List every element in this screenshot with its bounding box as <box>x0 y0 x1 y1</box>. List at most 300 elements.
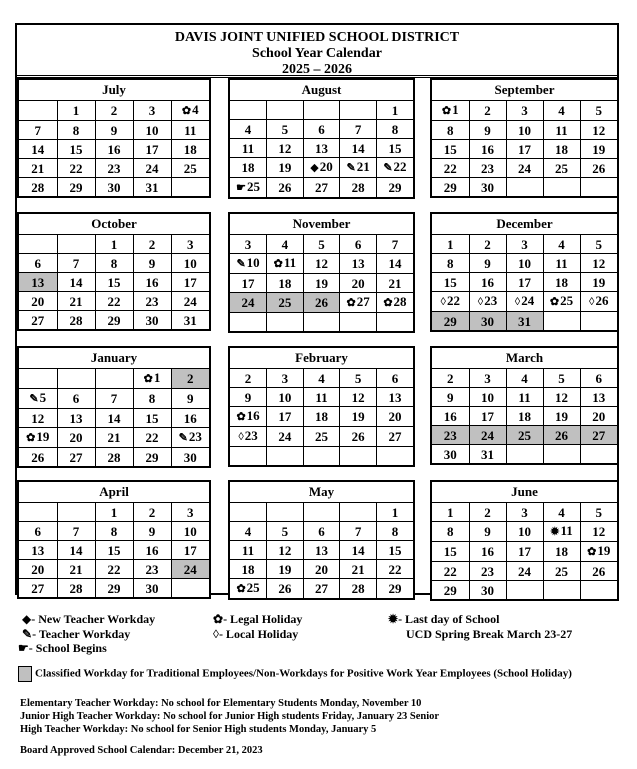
flower-icon: ✿ <box>273 258 283 270</box>
month-april <box>17 480 211 599</box>
day-cell: 6 <box>19 522 57 541</box>
day-cell: 21 <box>57 560 95 579</box>
day-cell: 10 <box>506 254 543 273</box>
day-cell <box>57 235 95 254</box>
day-cell: 26 <box>267 178 304 198</box>
day-cell: 7 <box>340 120 377 139</box>
day-cell: 5 <box>580 101 617 121</box>
day-cell <box>303 101 340 120</box>
starburst-icon: ✹ <box>388 612 399 626</box>
day-cell: 13 <box>303 139 340 158</box>
day-cell: 29 <box>376 178 413 198</box>
day-cell: 30 <box>469 312 506 331</box>
day-cell: 3 <box>506 235 543 254</box>
day-cell: 1 <box>57 101 95 121</box>
day-cell: 11 <box>230 541 267 560</box>
day-cell: ✿4 <box>171 101 209 121</box>
day-cell <box>230 503 267 522</box>
diamond-icon: ◆ <box>310 162 319 174</box>
day-cell: 5 <box>267 120 304 139</box>
month-name: November <box>230 214 413 235</box>
day-cell: 3 <box>171 503 209 522</box>
day-cell: 18 <box>230 560 267 579</box>
day-cell: 27 <box>303 579 340 599</box>
day-cell: 18 <box>303 407 340 427</box>
day-cell: 31 <box>133 178 171 197</box>
day-cell: 20 <box>376 407 413 427</box>
pencil-icon: ✎ <box>178 432 188 444</box>
day-cell: 3 <box>506 101 543 121</box>
day-cell: 20 <box>19 292 57 311</box>
flower-icon: ✿ <box>346 297 356 309</box>
day-cell <box>19 369 57 389</box>
day-cell: 30 <box>133 311 171 330</box>
day-cell: 23 <box>432 426 469 445</box>
day-cell: 25 <box>303 427 340 447</box>
day-cell <box>230 313 267 332</box>
flower-icon: ✿ <box>181 105 192 117</box>
day-cell: 24 <box>133 159 171 178</box>
day-cell: 13 <box>19 541 57 560</box>
day-cell: ✎21 <box>340 158 377 178</box>
hollow-diamond-icon: ◊ <box>440 296 446 308</box>
day-cell: 15 <box>376 139 413 158</box>
day-cell: 11 <box>506 388 543 407</box>
day-cell: 11 <box>543 121 580 140</box>
day-cell: 9 <box>469 254 506 273</box>
day-cell: 6 <box>303 522 340 541</box>
day-cell: 21 <box>19 159 57 178</box>
day-cell: 18 <box>543 542 580 562</box>
day-cell: 23 <box>133 292 171 311</box>
day-cell: 17 <box>230 274 267 293</box>
day-cell: ◊22 <box>432 292 469 312</box>
month-name: July <box>19 80 209 101</box>
day-cell: 12 <box>543 388 580 407</box>
note-junior-high: Junior High Teacher Workday: No school for Junior High students Friday, January 23 Senior <box>20 711 440 722</box>
day-cell: 27 <box>57 448 95 467</box>
day-cell: 5 <box>543 369 580 388</box>
month-name: September <box>432 80 617 101</box>
day-cell: 6 <box>303 120 340 139</box>
day-cell: 13 <box>340 254 377 274</box>
month-september <box>430 78 619 198</box>
day-cell: 16 <box>171 409 209 428</box>
day-cell <box>303 503 340 522</box>
day-cell: ✿25 <box>543 292 580 312</box>
day-cell: 2 <box>95 101 133 121</box>
day-cell <box>230 101 267 120</box>
day-cell: 25 <box>171 159 209 178</box>
day-cell: 23 <box>133 560 171 579</box>
month-october <box>17 212 211 331</box>
day-cell: 1 <box>95 503 133 522</box>
day-cell: 7 <box>95 389 133 409</box>
month-august <box>228 78 415 199</box>
day-cell: 3 <box>171 235 209 254</box>
day-cell: 21 <box>376 274 413 293</box>
day-cell: 29 <box>133 448 171 467</box>
day-cell: 8 <box>57 121 95 140</box>
day-cell: ◊23 <box>469 292 506 312</box>
month-february <box>228 346 415 467</box>
pointing-hand-icon: ☛ <box>236 182 246 194</box>
day-cell: 19 <box>267 560 304 579</box>
district-name: DAVIS JOINT UNIFIED SCHOOL DISTRICT <box>174 30 460 45</box>
day-cell: ✿27 <box>340 293 377 313</box>
day-cell <box>543 312 580 331</box>
month-name: May <box>230 482 413 503</box>
day-cell: 12 <box>267 139 304 158</box>
day-cell: 26 <box>19 448 57 467</box>
day-cell: 27 <box>19 579 57 598</box>
day-cell: 16 <box>432 407 469 426</box>
day-cell: 24 <box>506 159 543 178</box>
day-cell: 19 <box>580 273 617 292</box>
day-cell: 28 <box>57 579 95 598</box>
day-cell: 23 <box>469 562 506 581</box>
day-cell: 10 <box>171 522 209 541</box>
day-cell: 2 <box>469 235 506 254</box>
day-cell: 20 <box>57 428 95 448</box>
day-cell: 3 <box>230 235 267 254</box>
day-cell: 9 <box>469 522 506 542</box>
day-cell: ✿28 <box>376 293 413 313</box>
day-cell: 6 <box>376 369 413 388</box>
day-cell: ◊23 <box>230 427 267 447</box>
month-december <box>430 212 619 332</box>
day-cell <box>376 447 413 466</box>
day-cell <box>340 313 377 332</box>
day-cell: 8 <box>432 522 469 542</box>
day-cell: 24 <box>171 292 209 311</box>
month-march <box>430 346 619 465</box>
day-cell: 6 <box>57 389 95 409</box>
month-may <box>228 480 415 600</box>
day-cell <box>230 447 267 466</box>
day-cell: 15 <box>432 273 469 292</box>
day-cell: 18 <box>171 140 209 159</box>
day-cell: 14 <box>95 409 133 428</box>
day-cell: 24 <box>171 560 209 579</box>
day-cell: 8 <box>95 522 133 541</box>
day-cell: 20 <box>303 560 340 579</box>
day-cell: 22 <box>432 562 469 581</box>
pencil-icon: ✎ <box>236 258 246 270</box>
day-cell: 26 <box>580 562 617 581</box>
flower-icon: ✿ <box>587 546 597 558</box>
day-cell: 25 <box>543 562 580 581</box>
day-cell: ✿19 <box>580 542 617 562</box>
day-cell: 4 <box>506 369 543 388</box>
day-cell: 29 <box>57 178 95 197</box>
day-cell: 30 <box>171 448 209 467</box>
day-cell: 28 <box>340 579 377 599</box>
legend-legal-holiday: ✿- Legal Holiday <box>213 612 303 626</box>
note-senior-high: High Teacher Workday: No school for Senior High students Monday, January 5 <box>20 724 377 735</box>
day-cell: ✿16 <box>230 407 267 427</box>
day-cell: 17 <box>267 407 304 427</box>
day-cell: 3 <box>469 369 506 388</box>
day-cell: 26 <box>543 426 580 445</box>
day-cell: 1 <box>432 503 469 522</box>
month-name: February <box>230 348 413 369</box>
day-cell: 28 <box>19 178 57 197</box>
day-cell: 20 <box>340 274 377 293</box>
day-cell: 17 <box>506 542 543 562</box>
day-cell: ✎22 <box>376 158 413 178</box>
day-cell: 5 <box>267 522 304 541</box>
day-cell: 8 <box>95 254 133 273</box>
day-cell: 9 <box>432 388 469 407</box>
pointing-hand-icon: ☛ <box>18 641 29 655</box>
day-cell <box>267 101 304 120</box>
day-cell: 22 <box>95 560 133 579</box>
day-cell: 13 <box>303 541 340 560</box>
day-cell: 18 <box>230 158 267 178</box>
day-cell: 20 <box>19 560 57 579</box>
day-cell: 4 <box>303 369 340 388</box>
day-cell: 11 <box>171 121 209 140</box>
hollow-diamond-icon: ◊ <box>477 296 484 308</box>
day-cell: 8 <box>376 120 413 139</box>
day-cell: 14 <box>57 273 95 292</box>
day-cell: 23 <box>95 159 133 178</box>
day-cell <box>543 581 580 600</box>
day-cell: 4 <box>267 235 304 254</box>
flower-icon: ✿ <box>143 373 153 385</box>
day-cell: 27 <box>19 311 57 330</box>
day-cell: 2 <box>432 369 469 388</box>
day-cell: 7 <box>57 522 95 541</box>
calendar-header <box>15 23 619 78</box>
day-cell <box>340 503 377 522</box>
month-name: January <box>19 348 209 369</box>
flower-icon: ✿ <box>383 297 393 309</box>
legend-spring-break: UCD Spring Break March 23-27 <box>406 627 573 641</box>
day-cell: 22 <box>432 159 469 178</box>
day-cell: 18 <box>543 140 580 159</box>
hollow-diamond-icon: ◊ <box>238 431 244 443</box>
day-cell <box>506 445 543 464</box>
day-cell: 13 <box>376 388 413 407</box>
day-cell: 15 <box>95 273 133 292</box>
day-cell <box>580 312 617 331</box>
day-cell: 20 <box>580 407 617 426</box>
day-cell: 18 <box>543 273 580 292</box>
day-cell: 29 <box>95 311 133 330</box>
day-cell: 16 <box>469 273 506 292</box>
day-cell: 29 <box>432 178 469 197</box>
day-cell: 14 <box>19 140 57 159</box>
day-cell: 15 <box>376 541 413 560</box>
day-cell: 15 <box>133 409 171 428</box>
day-cell: 5 <box>303 235 340 254</box>
day-cell: 2 <box>469 503 506 522</box>
day-cell <box>506 178 543 197</box>
day-cell: 13 <box>580 388 617 407</box>
day-cell: 5 <box>340 369 377 388</box>
shaded-swatch <box>18 666 32 682</box>
day-cell: 10 <box>506 121 543 140</box>
day-cell: 1 <box>376 503 413 522</box>
day-cell <box>303 313 340 332</box>
day-cell: 2 <box>230 369 267 388</box>
day-cell: 14 <box>376 254 413 274</box>
day-cell: 22 <box>376 560 413 579</box>
day-cell: 1 <box>432 235 469 254</box>
day-cell: 10 <box>506 522 543 542</box>
day-cell: 19 <box>543 407 580 426</box>
day-cell: 29 <box>432 312 469 331</box>
month-name: April <box>19 482 209 503</box>
day-cell: 16 <box>469 140 506 159</box>
day-cell: 26 <box>580 159 617 178</box>
day-cell: 30 <box>95 178 133 197</box>
day-cell: 22 <box>95 292 133 311</box>
day-cell: 11 <box>230 139 267 158</box>
day-cell: 21 <box>57 292 95 311</box>
day-cell: 26 <box>303 293 340 313</box>
day-cell: 15 <box>95 541 133 560</box>
day-cell: 7 <box>340 522 377 541</box>
day-cell <box>267 447 304 466</box>
day-cell: 31 <box>506 312 543 331</box>
day-cell: 28 <box>57 311 95 330</box>
flower-icon: ✿ <box>26 432 36 444</box>
legend-new-teacher-workday: ◆- New Teacher Workday <box>22 612 156 626</box>
day-cell: 19 <box>580 140 617 159</box>
month-january <box>17 346 211 468</box>
day-cell <box>340 447 377 466</box>
day-cell <box>303 447 340 466</box>
day-cell: ◊24 <box>506 292 543 312</box>
day-cell: 24 <box>230 293 267 313</box>
day-cell <box>171 579 209 598</box>
day-cell <box>19 235 57 254</box>
day-cell: 6 <box>19 254 57 273</box>
day-cell: 21 <box>95 428 133 448</box>
day-cell: 6 <box>580 369 617 388</box>
day-cell: ✎10 <box>230 254 267 274</box>
month-name: June <box>432 482 617 503</box>
day-cell: 4 <box>543 235 580 254</box>
diamond-icon: ◆ <box>22 612 32 626</box>
day-cell <box>580 445 617 464</box>
day-cell <box>543 445 580 464</box>
board-approved: Board Approved School Calendar: December 21, 2023 <box>20 745 263 756</box>
day-cell: 9 <box>469 121 506 140</box>
day-cell: 3 <box>133 101 171 121</box>
day-cell: 13 <box>57 409 95 428</box>
day-cell <box>506 581 543 600</box>
day-cell: 9 <box>95 121 133 140</box>
month-name: October <box>19 214 209 235</box>
day-cell: 9 <box>133 522 171 541</box>
day-cell: 19 <box>303 274 340 293</box>
day-cell: 2 <box>171 369 209 389</box>
day-cell: 2 <box>133 503 171 522</box>
day-cell: 2 <box>469 101 506 121</box>
day-cell: ✿19 <box>19 428 57 448</box>
day-cell: 26 <box>267 579 304 599</box>
day-cell: 16 <box>133 273 171 292</box>
day-cell <box>19 503 57 522</box>
starburst-icon: ✹ <box>550 526 560 538</box>
day-cell: 14 <box>340 541 377 560</box>
day-cell: 17 <box>506 140 543 159</box>
day-cell: 8 <box>432 121 469 140</box>
pencil-icon: ✎ <box>346 162 356 174</box>
day-cell: ✿1 <box>133 369 171 389</box>
day-cell: 7 <box>376 235 413 254</box>
pencil-icon: ✎ <box>383 162 393 174</box>
day-cell: 30 <box>469 581 506 600</box>
day-cell: 4 <box>230 522 267 541</box>
day-cell: 12 <box>580 522 617 542</box>
month-name: March <box>432 348 617 369</box>
legend-last-day: ✹- Last day of School <box>388 612 500 626</box>
day-cell: 1 <box>376 101 413 120</box>
day-cell <box>376 313 413 332</box>
day-cell: 24 <box>506 562 543 581</box>
day-cell: 17 <box>469 407 506 426</box>
hollow-diamond-icon: ◊ <box>213 627 219 641</box>
day-cell: ✿1 <box>432 101 469 121</box>
day-cell <box>340 101 377 120</box>
legend-shaded: Classified Workday for Traditional Employees/Non-Workdays for Positive Work Year Employees (School Holiday) <box>18 666 572 682</box>
day-cell: 27 <box>303 178 340 198</box>
day-cell: 10 <box>267 388 304 407</box>
day-cell: 8 <box>133 389 171 409</box>
day-cell: 9 <box>230 388 267 407</box>
month-november <box>228 212 415 333</box>
day-cell <box>57 503 95 522</box>
day-cell: 9 <box>133 254 171 273</box>
day-cell: ✿25 <box>230 579 267 599</box>
hollow-diamond-icon: ◊ <box>589 296 595 308</box>
day-cell: 6 <box>340 235 377 254</box>
day-cell: 31 <box>469 445 506 464</box>
pencil-icon: ✎ <box>29 393 39 405</box>
day-cell: 30 <box>432 445 469 464</box>
month-name: December <box>432 214 617 235</box>
day-cell <box>95 369 133 389</box>
flower-icon: ✿ <box>213 612 224 626</box>
day-cell: 30 <box>133 579 171 598</box>
day-cell: 4 <box>230 120 267 139</box>
day-cell: 17 <box>171 541 209 560</box>
day-cell: 1 <box>95 235 133 254</box>
day-cell: 17 <box>171 273 209 292</box>
day-cell <box>580 581 617 600</box>
day-cell: 3 <box>267 369 304 388</box>
calendar-title: School Year Calendar <box>252 46 382 61</box>
day-cell: 4 <box>543 503 580 522</box>
day-cell: 4 <box>543 101 580 121</box>
day-cell: 14 <box>57 541 95 560</box>
day-cell: 12 <box>19 409 57 428</box>
hollow-diamond-icon: ◊ <box>514 296 521 308</box>
day-cell: 28 <box>340 178 377 198</box>
legend-teacher-workday: ✎- Teacher Workday <box>22 627 131 641</box>
day-cell: 22 <box>57 159 95 178</box>
day-cell: 11 <box>543 254 580 273</box>
day-cell: 13 <box>19 273 57 292</box>
day-cell: 12 <box>580 254 617 273</box>
month-july <box>17 78 211 198</box>
day-cell: ◆20 <box>303 158 340 178</box>
